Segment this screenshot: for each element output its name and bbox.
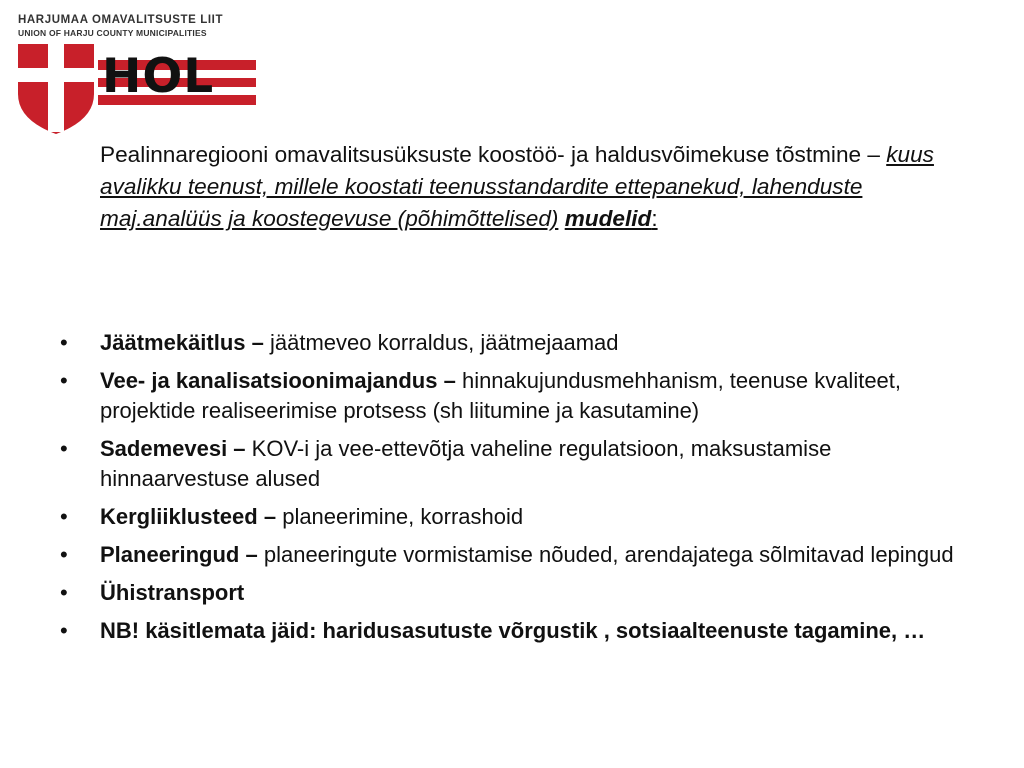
organization-logo: [14, 14, 260, 132]
list-item: [100, 616, 980, 646]
item-title: Jäätmekäitlus –: [100, 330, 264, 355]
item-desc: KOV-i ja vee-ettevõtja vaheline regulatsioon, maksustamise hinnaarvestuse alused: [100, 436, 832, 491]
list-item: [100, 540, 980, 570]
logo-title: HARJUMAA OMAVALITSUSTE LIIT: [18, 14, 224, 26]
item-desc: hinnakujundusmehhanism, teenuse kvaliteet, projektide realiseerimise protsess (sh liitumine ja kasutamine): [100, 368, 902, 423]
item-title: Ühistransport: [100, 580, 245, 605]
intro-emphasis: kuus avalikku teenust, millele koostati teenusstandardite ettepanekud, lahenduste maj.analüüs ja koostegevuse (põhimõttelised): [100, 142, 934, 231]
item-title: Sademevesi –: [100, 436, 246, 461]
item-desc: jäätmeveo korraldus, jäätmejaamad: [270, 330, 619, 355]
item-desc: planeeringute vormistamise nõuded, arendajatega sõlmitavad lepingud: [263, 542, 954, 567]
service-list: [100, 328, 980, 654]
item-title: Vee- ja kanalisatsioonimajandus –: [100, 368, 456, 393]
item-title: Kergliiklusteed –: [100, 504, 277, 529]
intro-models: mudelid: [564, 206, 652, 231]
logo-subtitle: UNION OF HARJU COUNTY MUNICIPALITIES: [18, 28, 207, 38]
item-title: NB! käsitlemata jäid: haridusasutuste võrgustik , sotsiaalteenuste tagamine, …: [100, 618, 926, 643]
list-item: [100, 328, 980, 358]
list-item: [100, 434, 980, 494]
intro-colon: :: [651, 206, 658, 231]
intro-paragraph: [100, 139, 980, 235]
list-item: [100, 366, 980, 426]
intro-text: Pealinnaregiooni omavalitsusüksuste koostöö- ja haldusvõimekuse tõstmine –: [100, 142, 880, 167]
logo-wordmark: HOL: [102, 49, 215, 104]
item-title: Planeeringud –: [100, 542, 258, 567]
list-item: [100, 578, 980, 608]
item-desc: planeerimine, korrashoid: [282, 504, 524, 529]
list-item: [100, 502, 980, 532]
